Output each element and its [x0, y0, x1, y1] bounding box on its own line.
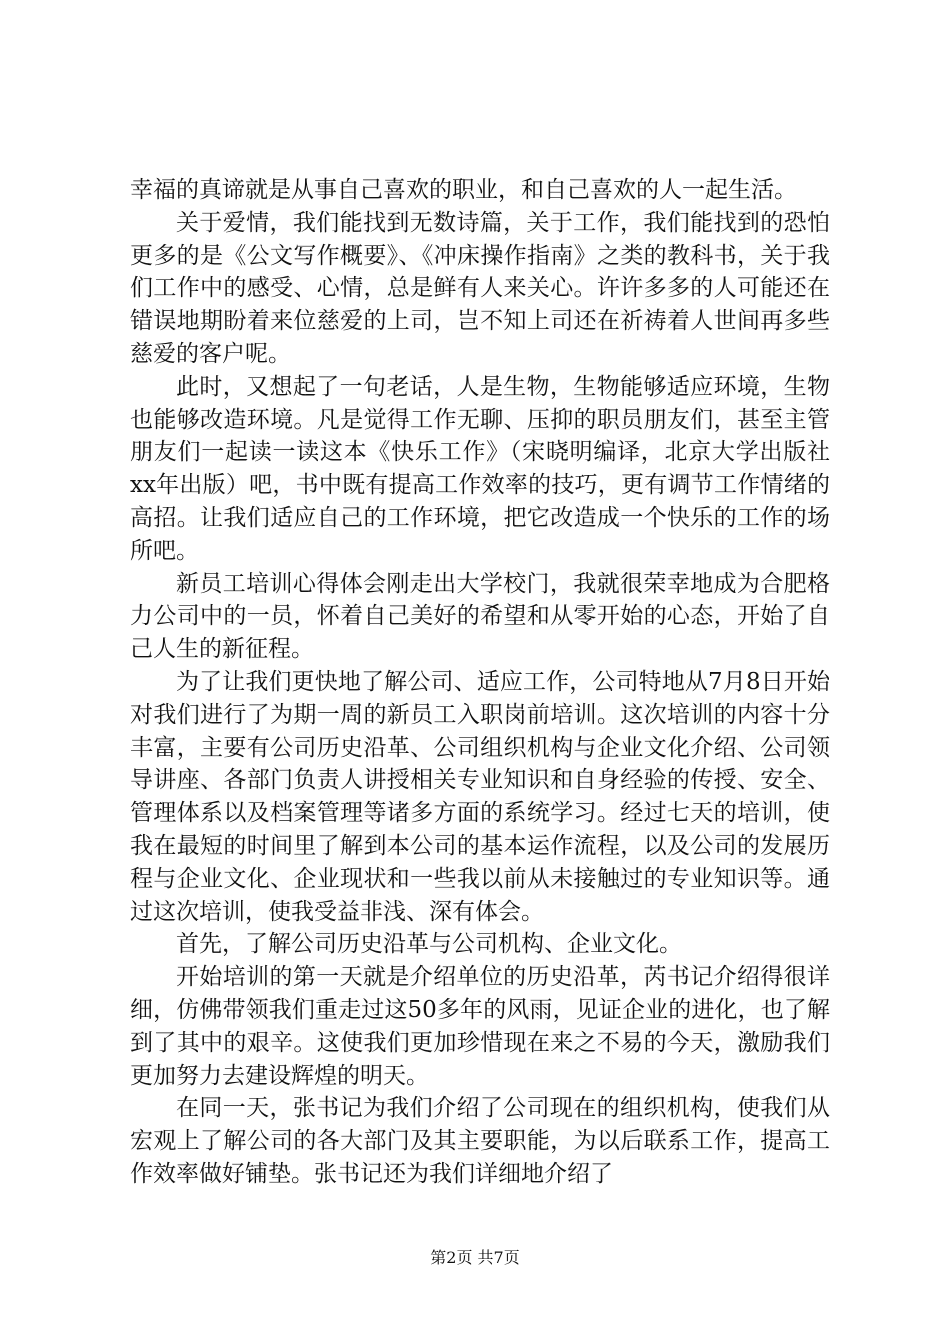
paragraph: 新员工培训心得体会刚走出大学校门，我就很荣幸地成为合肥格力公司中的一员，怀着自己美好的希望和从零开始的心态，开始了自己人生的新征程。 [130, 570, 830, 663]
paragraph: 为了让我们更快地了解公司、适应工作，公司特地从7月8日开始对我们进行了为期一周的新员工入职岗前培训。这次培训的内容十分丰富，主要有公司历史沿革、公司组织机构与企业文化介绍、公司领导讲座、各部门负责人讲授相关专业知识和自身经验的传授、安全、管理体系以及档案管理等诸多方面的系统学习。经过七天的培训，使我在最短的时间里了解到本公司的基本运作流程，以及公司的发展历程与企业文化、企业现状和一些我以前从未接触过的专业知识等。通过这次培训，使我受益非浅、深有体会。 [130, 668, 830, 925]
paragraph: 此时，又想起了一句老话，人是生物，生物能够适应环境，生物也能够改造环境。凡是觉得工作无聊、压抑的职员朋友们，甚至主管朋友们一起读一读这本《快乐工作》（宋晓明编译，北京大学出版社xx年出版）吧，书中既有提高工作效率的技巧，更有调节工作情绪的高招。让我们适应自己的工作环境，把它改造成一个快乐的工作的场所吧。 [130, 373, 830, 564]
paragraph: 在同一天，张书记为我们介绍了公司现在的组织机构，使我们从宏观上了解公司的各大部门及其主要职能，为以后联系工作，提高工作效率做好铺垫。张书记还为我们详细地介绍了 [130, 1095, 830, 1187]
paragraph-continuation: 幸福的真谛就是从事自己喜欢的职业，和自己喜欢的人一起生活。 [130, 177, 797, 203]
paragraph: 首先，了解公司历史沿革与公司机构、企业文化。 [176, 931, 682, 958]
paragraph: 开始培训的第一天就是介绍单位的历史沿革，芮书记介绍得很详细，仿佛带领我们重走过这50多年的风雨，见证企业的进化，也了解到了其中的艰辛。这使我们更加珍惜现在来之不易的今天，激励我们更加努力去建设辉煌的明天。 [130, 964, 830, 1089]
page-footer: 第2页 共7页 [430, 1248, 520, 1267]
body-text [130, 174, 830, 1191]
paragraph: 关于爱情，我们能找到无数诗篇，关于工作，我们能找到的恐怕更多的是《公文写作概要》、《冲床操作指南》之类的教科书，关于我们工作中的感受、心情，总是鲜有人来关心。许许多多的人可能还在错误地期盼着来位慈爱的上司，岂不知上司还在祈祷着人世间再多些慈爱的客户呢。 [130, 209, 830, 367]
